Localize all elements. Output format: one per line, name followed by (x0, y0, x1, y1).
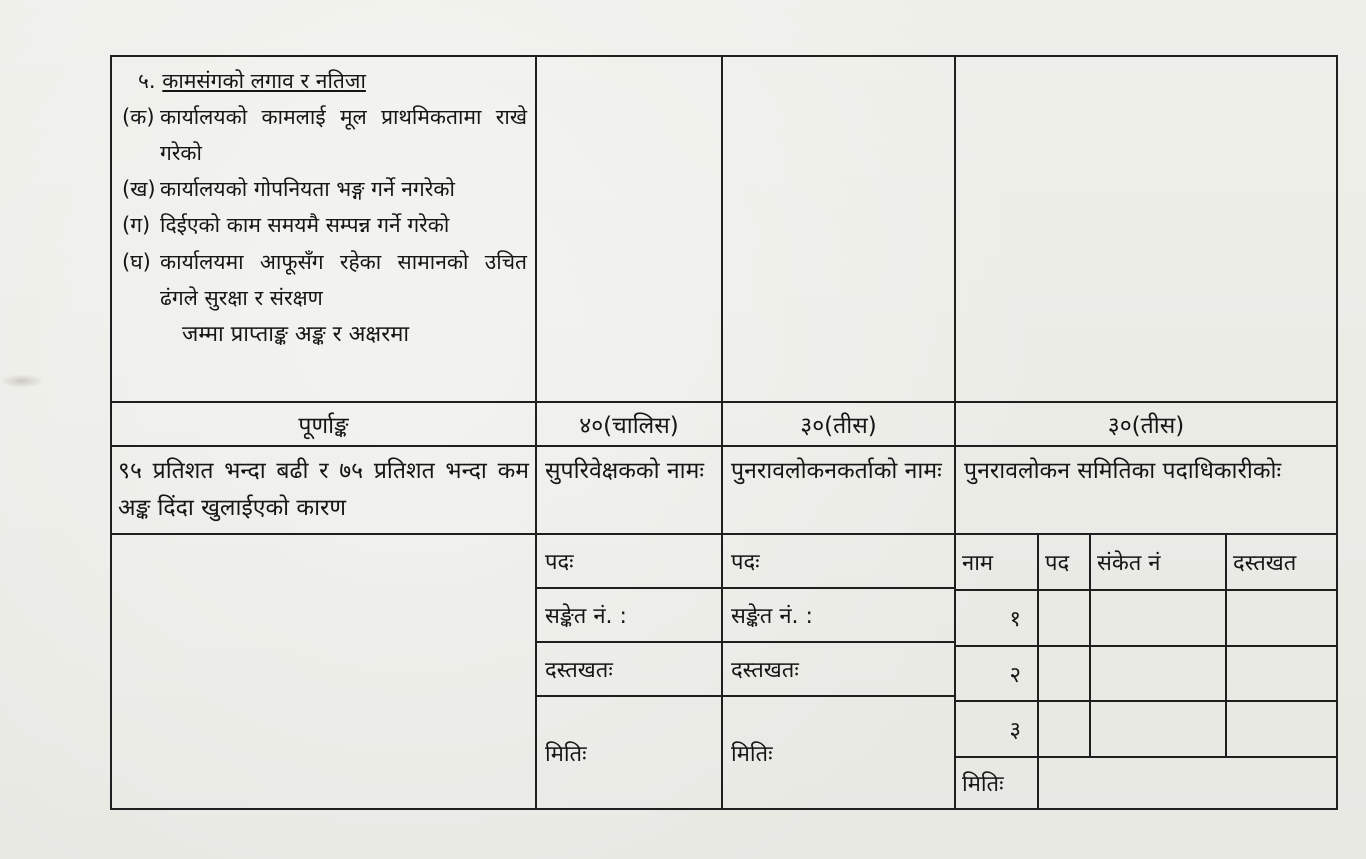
reviewer-signature-field[interactable]: दस्तखतः (722, 642, 955, 696)
criteria-number: ५. (138, 69, 156, 93)
criteria-item-text: दिईएको काम समयमै सम्पन्न गर्ने गरेको (160, 213, 450, 238)
committee-row (956, 701, 1338, 756)
criteria-cell (111, 56, 536, 402)
criteria-row (111, 56, 1337, 402)
evaluation-form (110, 55, 1336, 808)
committee-row (956, 646, 1338, 701)
criteria-item-mark: (क) (122, 105, 155, 130)
committee-row-number: ३ (956, 701, 1038, 756)
criteria-item-mark: (घ) (122, 249, 151, 274)
reason-text-area[interactable] (111, 534, 536, 809)
criteria-item-mark: (ग) (122, 213, 151, 238)
criteria-total-label: जम्मा प्राप्ताङ्क अङ्क र अक्षरमा (182, 321, 410, 347)
supervisor-date-field[interactable]: मितिः (536, 696, 722, 809)
committee-post-field[interactable] (1038, 646, 1090, 701)
committee-row-number: १ (956, 590, 1038, 645)
committee-post-field[interactable] (1038, 590, 1090, 645)
supervisor-name-field[interactable]: सुपरिवेक्षकको नामः (536, 446, 722, 534)
full-marks-label: पूर्णाङ्क (111, 402, 536, 446)
criteria-item-text: कार्यालयको कामलाई मूल प्राथमिकतामा राखे गरेको (160, 105, 527, 166)
reviewer-full-marks: ३०(तीस) (722, 402, 955, 446)
committee-date-row (956, 757, 1338, 808)
committee-date-label: मितिः (956, 757, 1038, 808)
reason-label: ९५ प्रतिशत भन्दा बढी र ७५ प्रतिशत भन्दा कम अङ्क दिंदा खुलाईएको कारण (111, 446, 536, 534)
committee-code-field[interactable] (1090, 646, 1226, 701)
criteria-item (122, 244, 527, 316)
committee-col-code: संकेत नं (1090, 535, 1226, 590)
committee-table (956, 535, 1338, 808)
post-row (111, 534, 1337, 588)
committee-signatures (955, 534, 1337, 809)
committee-score-cell[interactable] (955, 56, 1337, 402)
committee-header-row (956, 535, 1338, 590)
committee-code-field[interactable] (1090, 701, 1226, 756)
reviewer-score-cell[interactable] (722, 56, 955, 402)
criteria-item (122, 207, 527, 243)
evaluation-table (110, 55, 1338, 810)
reviewer-post-field[interactable]: पदः (722, 534, 955, 588)
committee-signature-field[interactable] (1226, 701, 1338, 756)
reviewer-name-field[interactable]: पुनरावलोकनकर्ताको नामः (722, 446, 955, 534)
committee-full-marks: ३०(तीस) (955, 402, 1337, 446)
reviewer-code-field[interactable]: सङ्केत नं. : (722, 588, 955, 642)
committee-row (956, 590, 1338, 645)
criteria-item-mark: (ख) (122, 177, 156, 202)
committee-post-field[interactable] (1038, 701, 1090, 756)
criteria-item-text: कार्यालयको गोपनियता भङ्ग गर्ने नगरेको (160, 177, 455, 202)
committee-col-signature: दस्तखत (1226, 535, 1338, 590)
supervisor-full-marks: ४०(चालिस) (536, 402, 722, 446)
committee-col-name: नाम (956, 535, 1038, 590)
supervisor-signature-field[interactable]: दस्तखतः (536, 642, 722, 696)
scan-smudge (0, 374, 44, 388)
committee-code-field[interactable] (1090, 590, 1226, 645)
criteria-title (122, 63, 527, 99)
supervisor-score-cell[interactable] (536, 56, 722, 402)
criteria-heading: कामसंगको लगाव र नतिजा (162, 69, 366, 93)
committee-row-number: २ (956, 646, 1038, 701)
committee-col-post: पद (1038, 535, 1090, 590)
full-marks-row (111, 402, 1337, 446)
supervisor-post-field[interactable]: पदः (536, 534, 722, 588)
supervisor-code-field[interactable]: सङ्केत नं. : (536, 588, 722, 642)
criteria-item (122, 99, 527, 171)
committee-signature-field[interactable] (1226, 590, 1338, 645)
committee-signature-field[interactable] (1226, 646, 1338, 701)
criteria-item-text: कार्यालयमा आफूसँग रहेका सामानको उचित ढंगले सुरक्षा र संरक्षण (160, 249, 527, 310)
signatory-header-row (111, 446, 1337, 534)
committee-date-field[interactable] (1038, 757, 1338, 808)
reviewer-date-field[interactable]: मितिः (722, 696, 955, 809)
criteria-item (122, 171, 527, 207)
committee-header: पुनरावलोकन समितिका पदाधिकारीकोः (955, 446, 1337, 534)
